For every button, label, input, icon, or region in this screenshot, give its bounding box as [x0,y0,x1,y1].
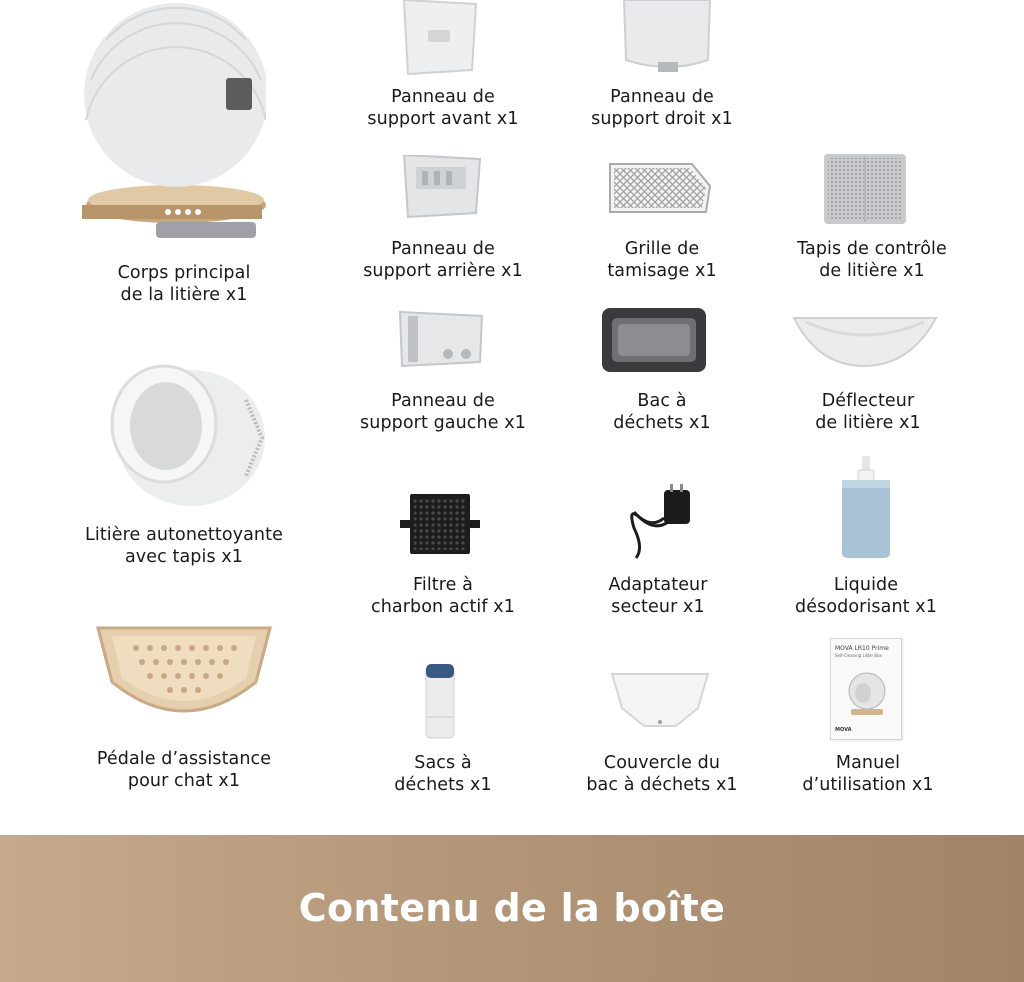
deodorizer-bottle-icon [836,456,896,560]
cat-step-pedal-icon [96,622,272,728]
rear-panel-icon [402,155,482,219]
manual-cover-brand: MOVA [835,727,852,733]
carbon-filter-icon [400,492,480,556]
item-label-bin-cover: Couvercle du bac à déchets x1 [586,753,738,795]
left-panel-icon [396,308,486,370]
item-label-main-body: Corps principal de la litière x1 [117,263,251,305]
item-label-litter-deflector: Déflecteur de litière x1 [815,391,921,433]
item-label-power-adapter: Adaptateur secteur x1 [608,575,708,617]
item-label-self-cleaning-litter: Litière autonettoyante avec tapis x1 [85,525,283,567]
user-manual-icon [830,638,902,740]
item-label-sifting-grid: Grille de tamisage x1 [607,239,717,281]
item-label-litter-mat: Tapis de contrôle de litière x1 [797,239,947,281]
front-panel-icon [400,0,480,75]
manual-cover-subtitle: Self-Cleaning Litter Box [835,653,882,658]
item-label-user-manual: Manuel d’utilisation x1 [802,753,934,795]
self-cleaning-litter-icon [106,360,266,506]
banner-title: Contenu de la boîte [298,886,726,930]
litter-mat-icon [822,152,908,226]
manual-cover-title: MOVA LR10 Prime [835,645,889,652]
waste-bags-icon [424,660,456,740]
sifting-grid-icon [606,160,714,216]
litter-box-main-body-icon [76,0,266,240]
item-label-left-panel: Panneau de support gauche x1 [360,391,526,433]
waste-bin-icon [600,306,708,374]
item-label-carbon-filter: Filtre à charbon actif x1 [371,575,515,617]
litter-deflector-icon [792,314,938,368]
right-panel-icon [620,0,714,75]
item-label-rear-panel: Panneau de support arrière x1 [363,239,523,281]
bin-cover-icon [610,670,710,728]
item-label-deodorizer: Liquide désodorisant x1 [795,575,937,617]
item-label-waste-bin: Bac à déchets x1 [613,391,711,433]
power-adapter-icon [624,482,696,562]
item-label-front-panel: Panneau de support avant x1 [367,87,519,129]
item-label-cat-step-pedal: Pédale d’assistance pour chat x1 [96,749,272,791]
item-label-right-panel: Panneau de support droit x1 [591,87,733,129]
item-label-waste-bags: Sacs à déchets x1 [394,753,492,795]
